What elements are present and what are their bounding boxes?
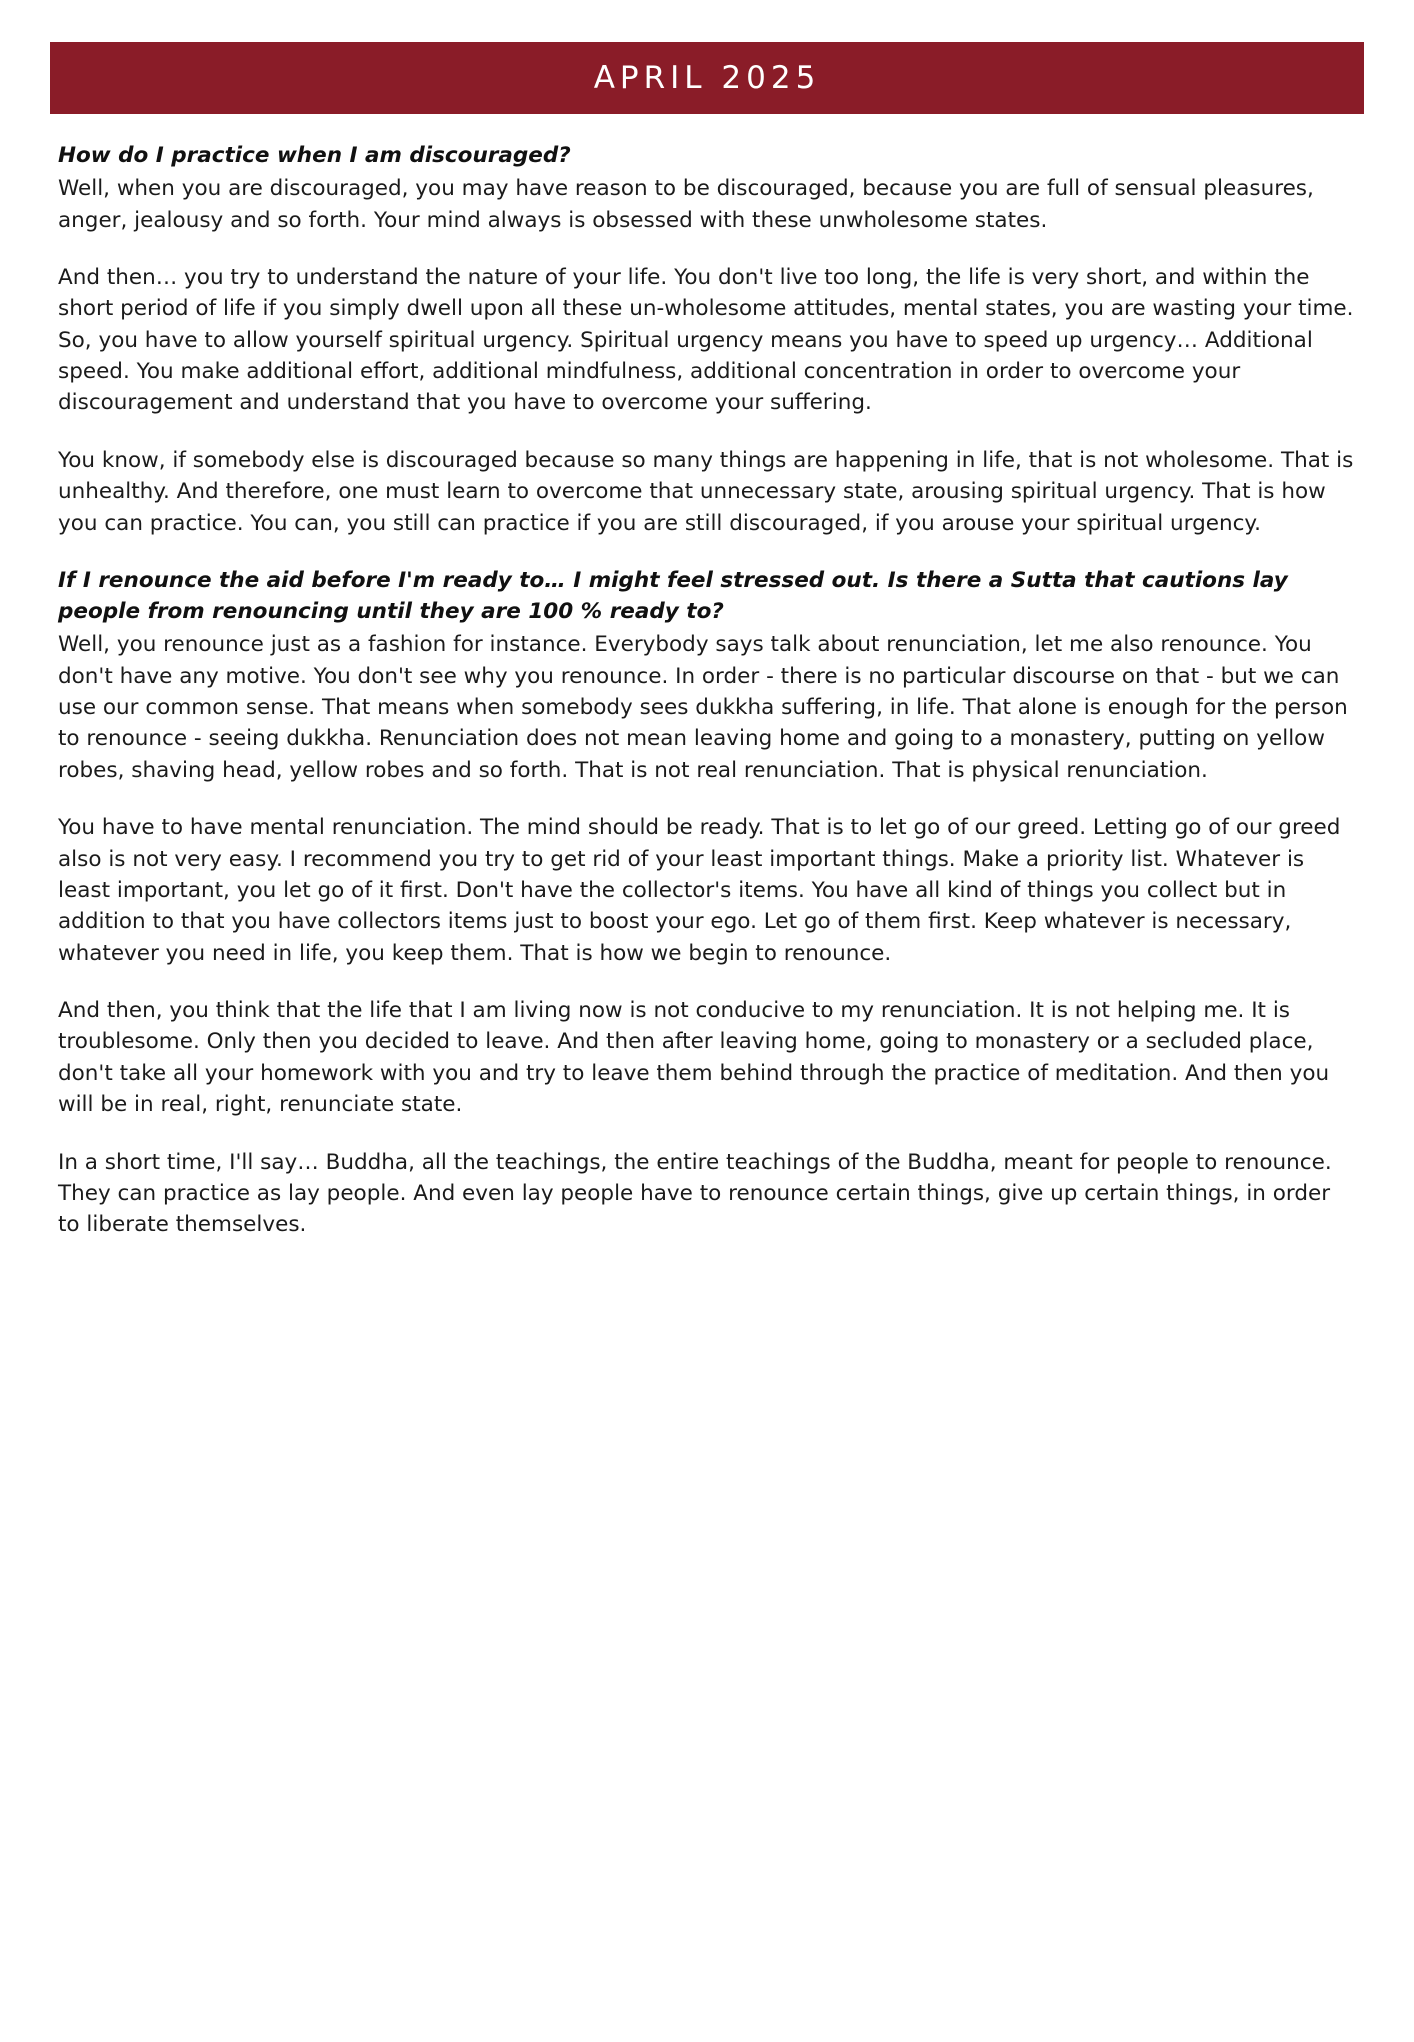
answer-paragraph: Well, when you are discouraged, you may have reason to be discouraged, because you are full of sensual pleasures, anger, jealousy and so forth. Your mind always is obsessed with these unwholesome states. [58, 176, 1314, 233]
document-body [0, 114, 1414, 1307]
qa-section-1 [58, 140, 1356, 539]
answer-paragraph: And then, you think that the life that I am living now is not conducive to my renunciation. It is not helping me. It is troublesome. Only then you decided to leave. And then after leaving home, going to monastery or a secluded place, don't take all your homework with you and try to leave them behind through the practice of meditation. And then you will be in real, right, renunciate state. [58, 998, 1330, 1118]
answer-paragraph: You know, if somebody else is discouraged because so many things are happening in life, that is not wholesome. That is unhealthy. And therefore, one must learn to overcome that unnecessary state, arousing spiritual urgency. That is how you can practice. You can, you still can practice if you are still discouraged, if you arouse your spiritual urgency. [58, 447, 1354, 536]
answer-paragraph: Well, you renounce just as a fashion for instance. Everybody says talk about renunciation, let me also renounce. You don't have any motive. You don't see why you renounce. In order - there is no particular discourse on that - but we can use our common sense. That means when somebody sees dukkha suffering, in life. That alone is enough for the person to renounce - seeing dukkha. Renunciation does not mean leaving home and going to a monastery, putting on yellow robes, shaving head, yellow robes and so forth. That is not real renunciation. That is physical renunciation. [58, 632, 1348, 783]
answer-paragraph: You have to have mental renunciation. The mind should be ready. That is to let go of our greed. Letting go of our greed also is not very easy. I recommend you try to get rid of your least important things. Make a priority list. Whatever is least important, you let go of it first. Don't have the collector's items. You have all kind of things you collect but in addition to that you have collectors items just to boost your ego. Let go of them first. Keep whatever is necessary, whatever you need in life, you keep them. That is how we begin to renounce. [58, 815, 1341, 966]
qa-section-2 [58, 565, 1356, 1241]
page-title: APRIL 2025 [593, 60, 821, 96]
question-heading: How do I practice when I am discouraged? [58, 143, 571, 168]
question-heading: If I renounce the aid before I'm ready to… I might feel stressed out. Is there a Sutta that cautions lay people from renouncing until they are 100 % ready to? [58, 567, 1288, 625]
document-page [0, 42, 1414, 2042]
document-header-banner [50, 42, 1364, 114]
answer-paragraph: In a short time, I'll say… Buddha, all the teachings, the entire teachings of the Buddha, meant for people to renounce. They can practice as lay people. And even lay people have to renounce certain things, give up certain things, in order to liberate themselves. [58, 1149, 1332, 1238]
answer-paragraph: And then… you try to understand the nature of your life. You don't live too long, the life is very short, and within the short period of life if you simply dwell upon all these un-wholesome attitudes, mental states, you are wasting your time. So, you have to allow yourself spiritual urgency. Spiritual urgency means you have to speed up urgency… Additional speed. You make additional effort, additional mindfulness, additional concentration in order to overcome your discouragement and understand that you have to overcome your suffering. [58, 264, 1354, 416]
